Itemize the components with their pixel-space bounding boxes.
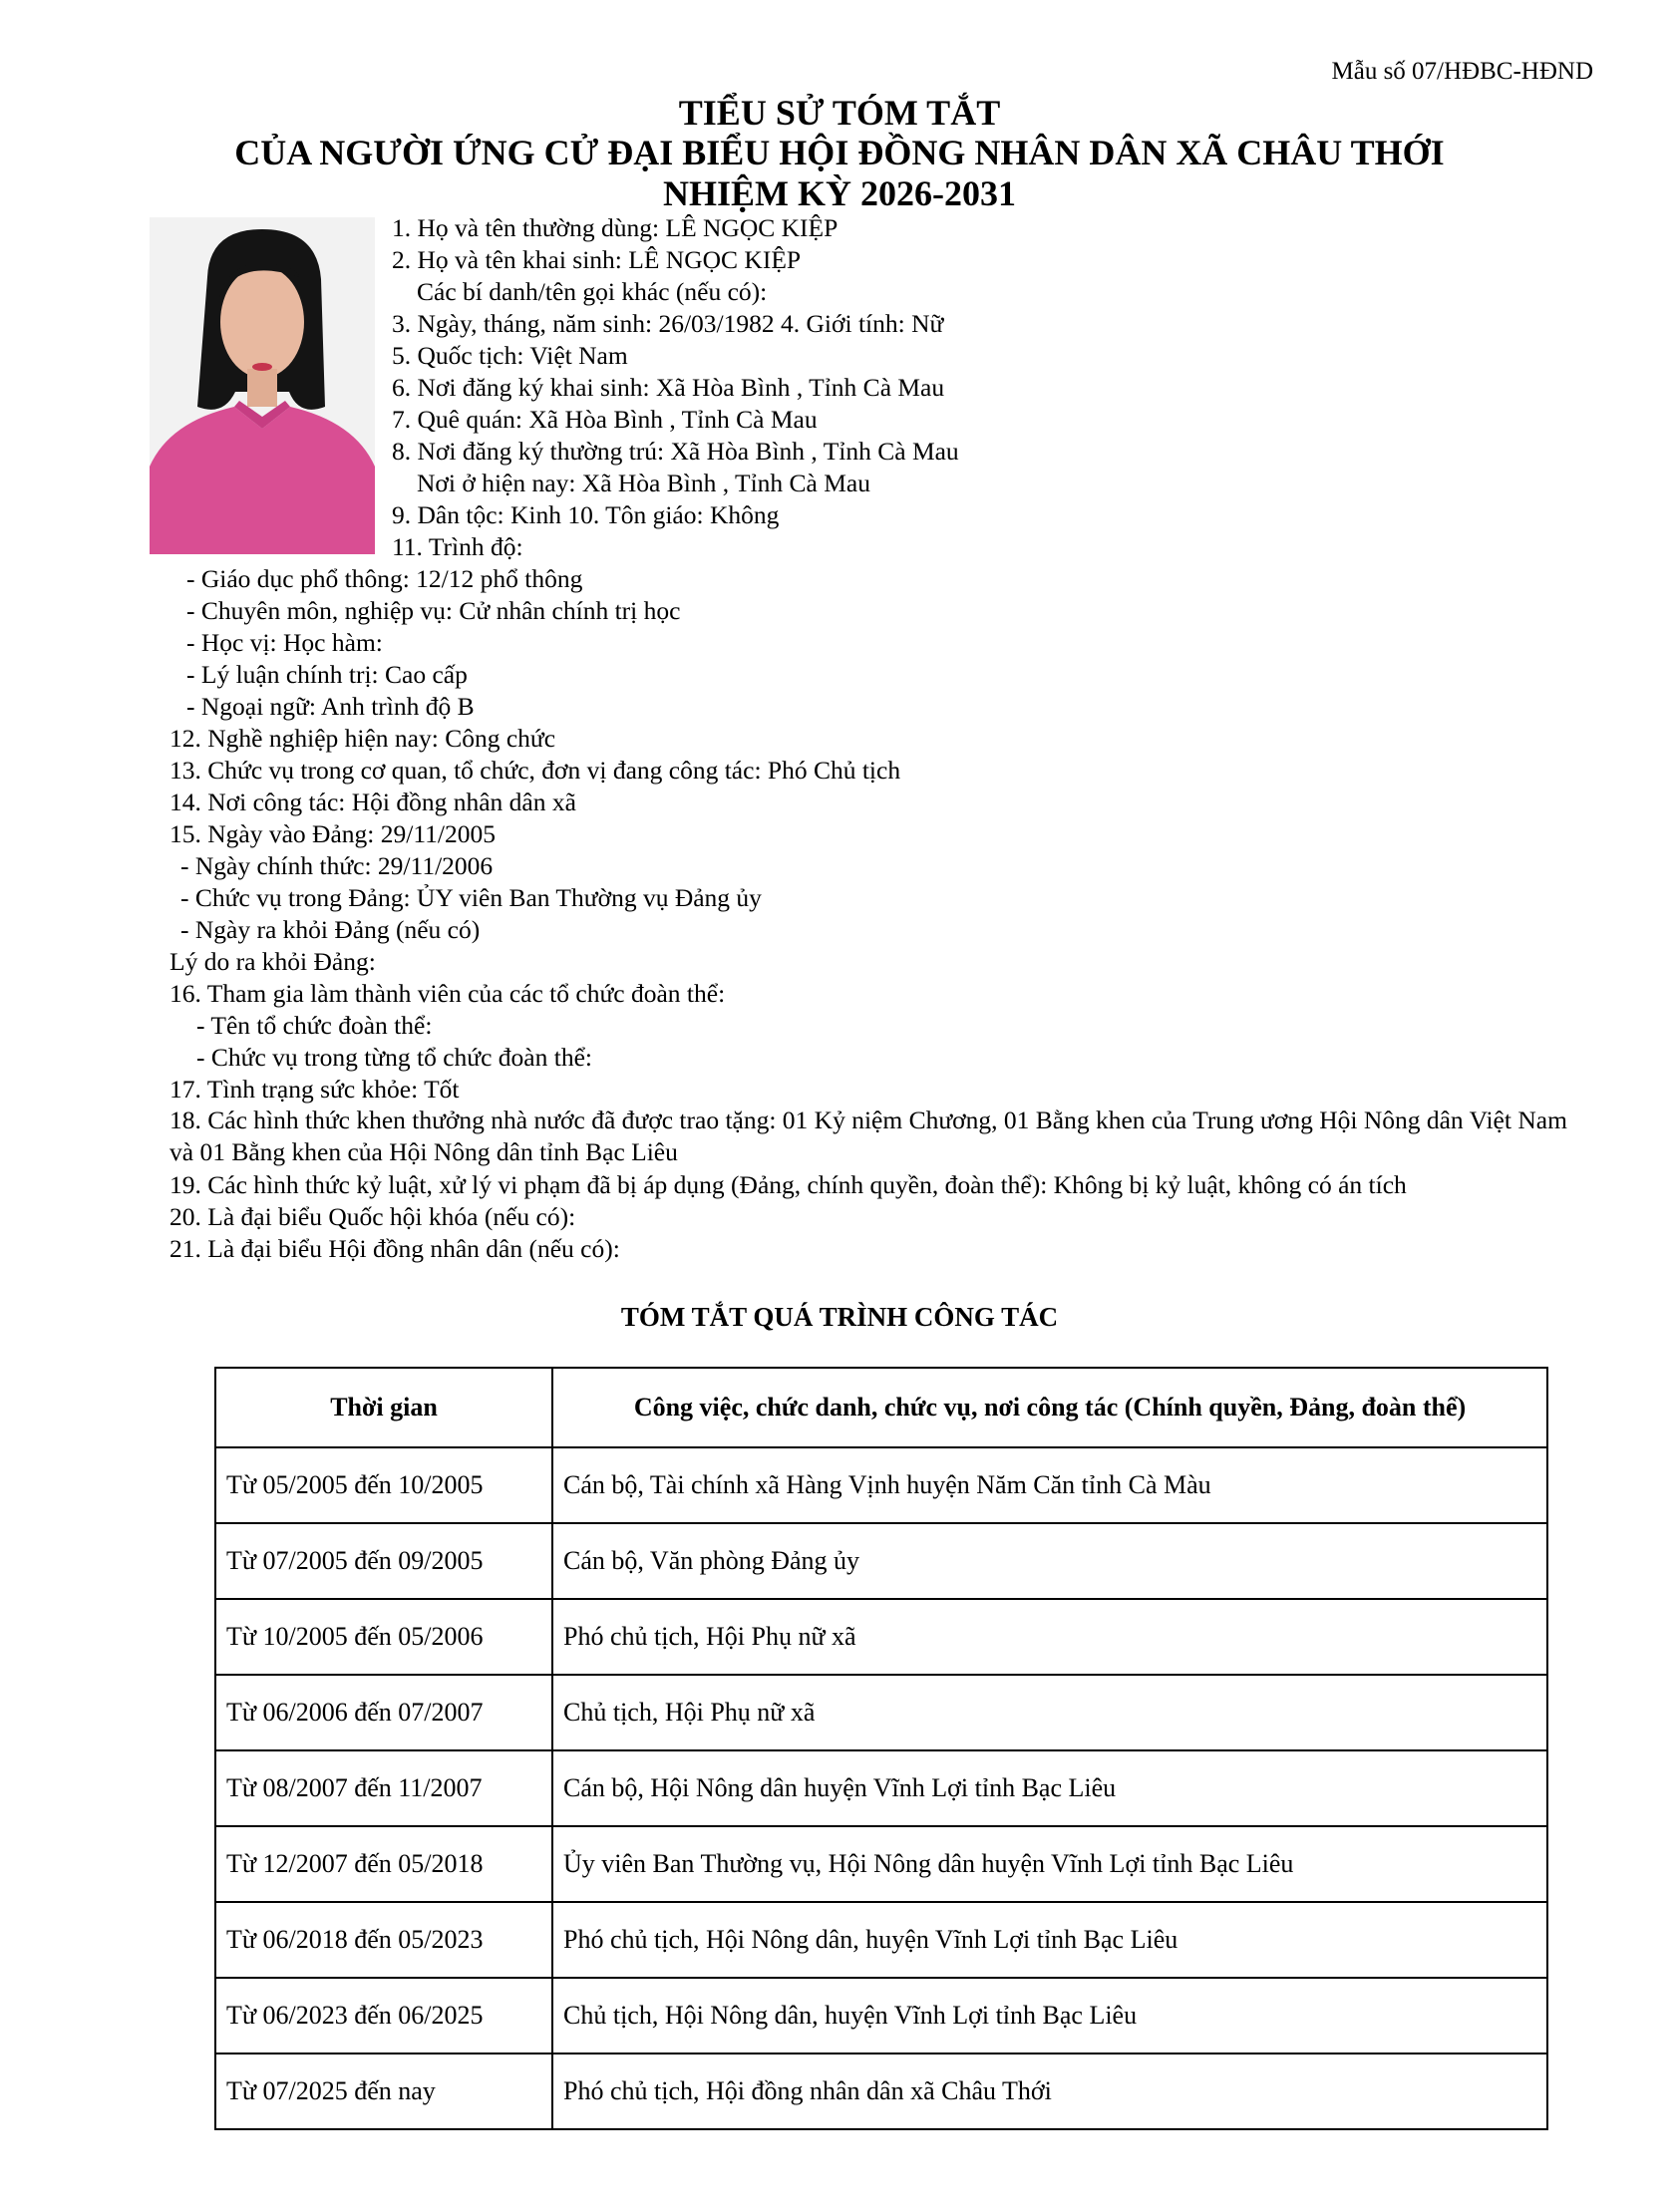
cell-time: Từ 06/2018 đến 05/2023 bbox=[215, 1902, 552, 1978]
table-row bbox=[215, 1447, 1547, 1523]
table-header-row bbox=[215, 1368, 1547, 1447]
table-row bbox=[215, 1750, 1547, 1826]
bio-line-14: - Học vị: Học hàm: bbox=[186, 628, 383, 657]
table-row bbox=[215, 1675, 1547, 1750]
document-subtitle: CỦA NGƯỜI ỨNG CỬ ĐẠI BIỂU HỘI ĐỒNG NHÂN DÂN XÃ CHÂU THỚI bbox=[234, 133, 1445, 172]
cell-job: Cán bộ, Tài chính xã Hàng Vịnh huyện Năm Căn tỉnh Cà Màu bbox=[552, 1447, 1547, 1523]
table-row bbox=[215, 1599, 1547, 1675]
bio-line-17: 12. Nghề nghiệp hiện nay: Công chức bbox=[169, 724, 556, 753]
work-history-title: TÓM TẮT QUÁ TRÌNH CÔNG TÁC bbox=[620, 1302, 1059, 1332]
bio-line-7: 7. Quê quán: Xã Hòa Bình , Tỉnh Cà Mau bbox=[392, 405, 818, 434]
bio-line-15: - Lý luận chính trị: Cao cấp bbox=[186, 660, 468, 689]
bio-line-29: 18. Các hình thức khen thưởng nhà nước đã được trao tặng: 01 Kỷ niệm Chương, 01 Bằng khen của Trung ương Hội Nông dân Việt Nam và 01 Bằng khen của Hội Nông dân tỉnh Bạc Liêu bbox=[169, 1106, 1567, 1166]
work-history-table bbox=[214, 1367, 1548, 2130]
bio-line-26: - Tên tổ chức đoàn thể: bbox=[196, 1011, 433, 1040]
bio-line-32: 21. Là đại biểu Hội đồng nhân dân (nếu có): bbox=[169, 1234, 620, 1263]
bio-line-4: 3. Ngày, tháng, năm sinh: 26/03/1982 4. Giới tính: Nữ bbox=[392, 309, 944, 338]
bio-line-31: 20. Là đại biểu Quốc hội khóa (nếu có): bbox=[169, 1202, 576, 1231]
bio-line-28: 17. Tình trạng sức khỏe: Tốt bbox=[169, 1075, 460, 1104]
bio-line-18: 13. Chức vụ trong cơ quan, tổ chức, đơn vị đang công tác: Phó Chủ tịch bbox=[169, 756, 901, 785]
bio-line-8: 8. Nơi đăng ký thường trú: Xã Hòa Bình , Tỉnh Cà Mau bbox=[392, 437, 959, 466]
cell-time: Từ 06/2023 đến 06/2025 bbox=[215, 1978, 552, 2054]
table-row bbox=[215, 1826, 1547, 1902]
header-job: Công việc, chức danh, chức vụ, nơi công tác (Chính quyền, Đảng, đoàn thể) bbox=[552, 1368, 1547, 1447]
bio-line-13: - Chuyên môn, nghiệp vụ: Cử nhân chính trị học bbox=[186, 596, 681, 625]
cell-job: Phó chủ tịch, Hội Nông dân, huyện Vĩnh Lợi tỉnh Bạc Liêu bbox=[552, 1902, 1547, 1978]
cell-time: Từ 05/2005 đến 10/2005 bbox=[215, 1447, 552, 1523]
cell-time: Từ 08/2007 đến 11/2007 bbox=[215, 1750, 552, 1826]
form-number: Mẫu số 07/HĐBC-HĐND bbox=[1331, 58, 1593, 85]
cell-time: Từ 06/2006 đến 07/2007 bbox=[215, 1675, 552, 1750]
bio-line-12: - Giáo dục phổ thông: 12/12 phổ thông bbox=[186, 564, 583, 593]
bio-line-6: 6. Nơi đăng ký khai sinh: Xã Hòa Bình , Tỉnh Cà Mau bbox=[392, 373, 945, 402]
cell-job: Cán bộ, Hội Nông dân huyện Vĩnh Lợi tỉnh Bạc Liêu bbox=[552, 1750, 1547, 1826]
cell-time: Từ 10/2005 đến 05/2006 bbox=[215, 1599, 552, 1675]
cell-time: Từ 07/2005 đến 09/2005 bbox=[215, 1523, 552, 1599]
bio-line-1: 1. Họ và tên thường dùng: LÊ NGỌC KIỆP bbox=[392, 213, 839, 242]
cell-job: Chủ tịch, Hội Nông dân, huyện Vĩnh Lợi tỉnh Bạc Liêu bbox=[552, 1978, 1547, 2054]
bio-line-19: 14. Nơi công tác: Hội đồng nhân dân xã bbox=[169, 788, 576, 816]
cell-time: Từ 12/2007 đến 05/2018 bbox=[215, 1826, 552, 1902]
bio-line-21: - Ngày chính thức: 29/11/2006 bbox=[180, 851, 494, 880]
bio-line-9: Nơi ở hiện nay: Xã Hòa Bình , Tỉnh Cà Mau bbox=[417, 469, 870, 497]
bio-line-2: 2. Họ và tên khai sinh: LÊ NGỌC KIỆP bbox=[392, 245, 802, 274]
cell-job: Ủy viên Ban Thường vụ, Hội Nông dân huyện Vĩnh Lợi tỉnh Bạc Liêu bbox=[552, 1826, 1547, 1902]
cell-time: Từ 07/2025 đến nay bbox=[215, 2054, 552, 2129]
bio-line-10: 9. Dân tộc: Kinh 10. Tôn giáo: Không bbox=[392, 500, 780, 529]
bio-line-23: - Ngày ra khỏi Đảng (nếu có) bbox=[180, 915, 481, 944]
bio-line-5: 5. Quốc tịch: Việt Nam bbox=[392, 341, 628, 370]
table-row bbox=[215, 1523, 1547, 1599]
cell-job: Phó chủ tịch, Hội đồng nhân dân xã Châu Thới bbox=[552, 2054, 1547, 2129]
bio-line-20: 15. Ngày vào Đảng: 29/11/2005 bbox=[169, 819, 496, 848]
bio-line-27: - Chức vụ trong từng tổ chức đoàn thể: bbox=[196, 1043, 592, 1072]
bio-line-22: - Chức vụ trong Đảng: ỦY viên Ban Thường vụ Đảng ủy bbox=[180, 883, 762, 912]
cell-job: Phó chủ tịch, Hội Phụ nữ xã bbox=[552, 1599, 1547, 1675]
header-time: Thời gian bbox=[215, 1368, 552, 1447]
bio-line-30: 19. Các hình thức kỷ luật, xử lý vi phạm đã bị áp dụng (Đảng, chính quyền, đoàn thể): Không bị kỷ luật, không có án tích bbox=[169, 1170, 1407, 1199]
cell-job: Chủ tịch, Hội Phụ nữ xã bbox=[552, 1675, 1547, 1750]
table-row bbox=[215, 1978, 1547, 2054]
bio-line-16: - Ngoại ngữ: Anh trình độ B bbox=[186, 692, 475, 721]
table-row bbox=[215, 1902, 1547, 1978]
bio-line-3: Các bí danh/tên gọi khác (nếu có): bbox=[417, 277, 768, 306]
document-title: TIỂU SỬ TÓM TẮT bbox=[678, 93, 1001, 133]
portrait-photo bbox=[150, 217, 375, 554]
table-row bbox=[215, 2054, 1547, 2129]
bio-line-25: 16. Tham gia làm thành viên của các tổ chức đoàn thể: bbox=[169, 979, 726, 1008]
bio-line-24: Lý do ra khỏi Đảng: bbox=[169, 947, 376, 976]
bio-line-11: 11. Trình độ: bbox=[392, 532, 523, 561]
cell-job: Cán bộ, Văn phòng Đảng ủy bbox=[552, 1523, 1547, 1599]
term-title: NHIỆM KỲ 2026-2031 bbox=[663, 173, 1016, 213]
